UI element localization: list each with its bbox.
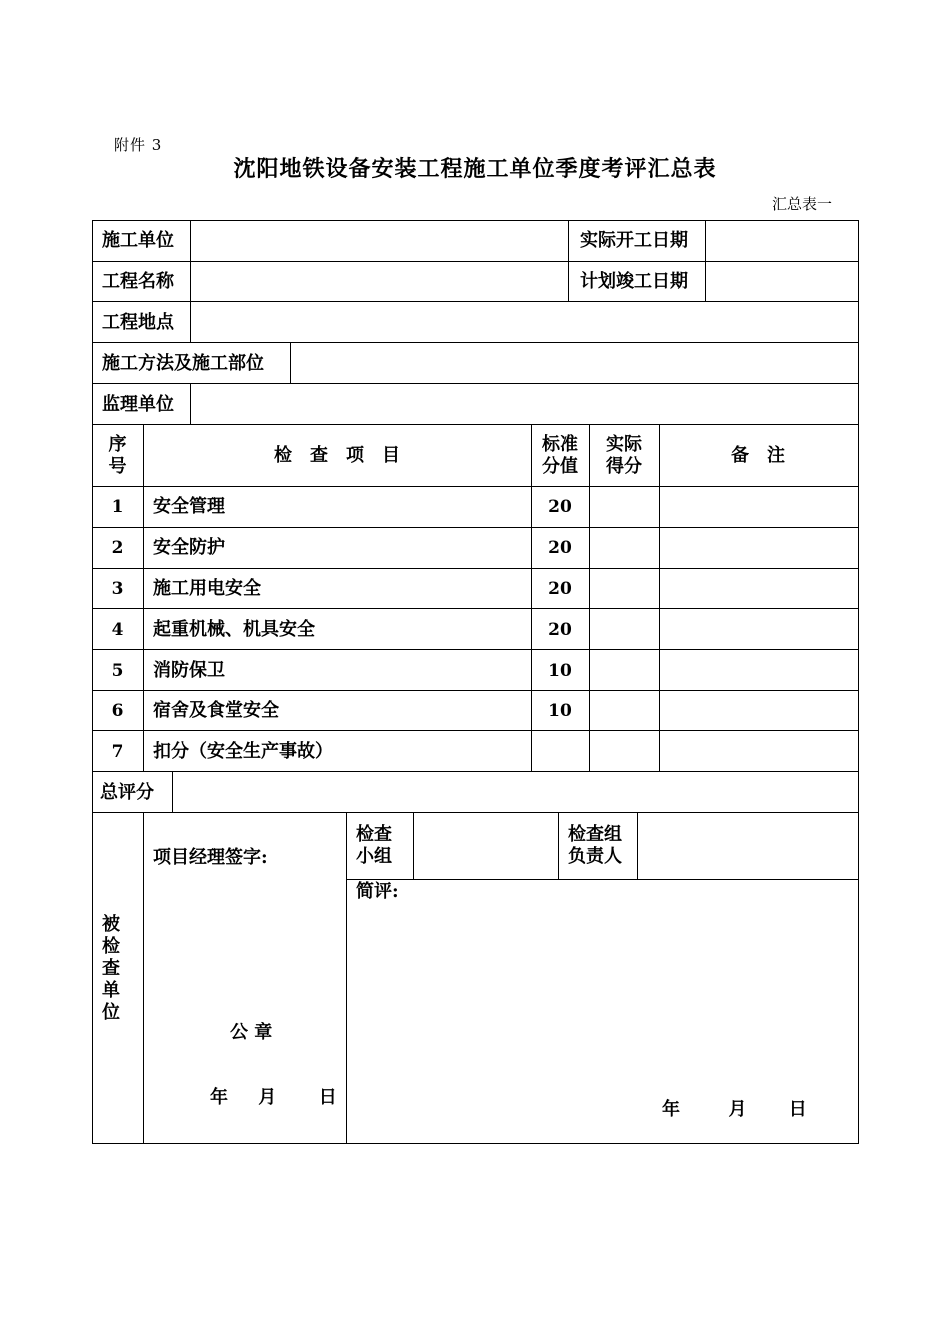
project-location-label: 工程地点: [102, 312, 174, 333]
row-2-no: 2: [111, 538, 124, 558]
attachment-label: 附件 3: [114, 136, 163, 154]
brief-comment-label: 简评:: [356, 881, 399, 902]
header-actual-2: 得分: [606, 456, 642, 477]
header-remarks: 备 注: [731, 445, 785, 466]
row-4-no: 4: [111, 620, 124, 640]
row-7-no: 7: [111, 742, 124, 762]
row-3-no: 3: [111, 579, 124, 599]
supervision-unit-label: 监理单位: [102, 394, 174, 415]
row-1-no: 1: [111, 497, 124, 517]
inspected-unit-label: 被检查单位: [102, 914, 120, 1023]
page-title: 沈阳地铁设备安装工程施工单位季度考评汇总表: [233, 156, 717, 182]
right-date-label: 年 月 日: [662, 1099, 807, 1120]
row-5-no: 5: [111, 661, 124, 681]
actual-start-date-label: 实际开工日期: [580, 230, 688, 251]
project-name-label: 工程名称: [102, 271, 174, 292]
row-6-no: 6: [111, 701, 124, 721]
planned-finish-date-label: 计划竣工日期: [580, 271, 688, 292]
header-standard-1: 标准: [542, 434, 578, 455]
row-4-item: 起重机械、机具安全: [153, 619, 315, 640]
row-4-score: 20: [548, 620, 572, 640]
project-manager-signature-label: 项目经理签字:: [153, 847, 268, 868]
row-3-score: 20: [548, 579, 572, 599]
header-check-item: 检 查 项 目: [274, 445, 400, 466]
row-1-item: 安全管理: [153, 496, 225, 517]
total-score-label: 总评分: [100, 782, 154, 803]
header-actual-1: 实际: [606, 434, 642, 455]
inspection-group-label-1: 检查: [356, 824, 392, 845]
header-seq-2: 号: [108, 456, 127, 477]
row-2-item: 安全防护: [153, 537, 225, 558]
group-leader-label-2: 负责人: [568, 846, 622, 867]
row-3-item: 施工用电安全: [153, 578, 261, 599]
construction-unit-label: 施工单位: [102, 230, 174, 251]
header-standard-2: 分值: [542, 456, 578, 477]
header-seq-1: 序: [108, 434, 127, 455]
row-7-item: 扣分（安全生产事故）: [153, 741, 333, 762]
row-1-score: 20: [548, 497, 572, 517]
inspection-group-label-2: 小组: [356, 846, 392, 867]
row-6-score: 10: [548, 701, 572, 721]
row-5-score: 10: [548, 661, 572, 681]
row-5-item: 消防保卫: [153, 660, 225, 681]
row-2-score: 20: [548, 538, 572, 558]
group-leader-label-1: 检查组: [568, 824, 622, 845]
official-seal-label: 公 章: [230, 1022, 273, 1043]
row-6-item: 宿舍及食堂安全: [153, 700, 279, 721]
construction-method-label: 施工方法及施工部位: [102, 353, 264, 374]
left-date-label: 年 月 日: [210, 1087, 337, 1108]
form-number: 汇总表一: [772, 195, 833, 213]
